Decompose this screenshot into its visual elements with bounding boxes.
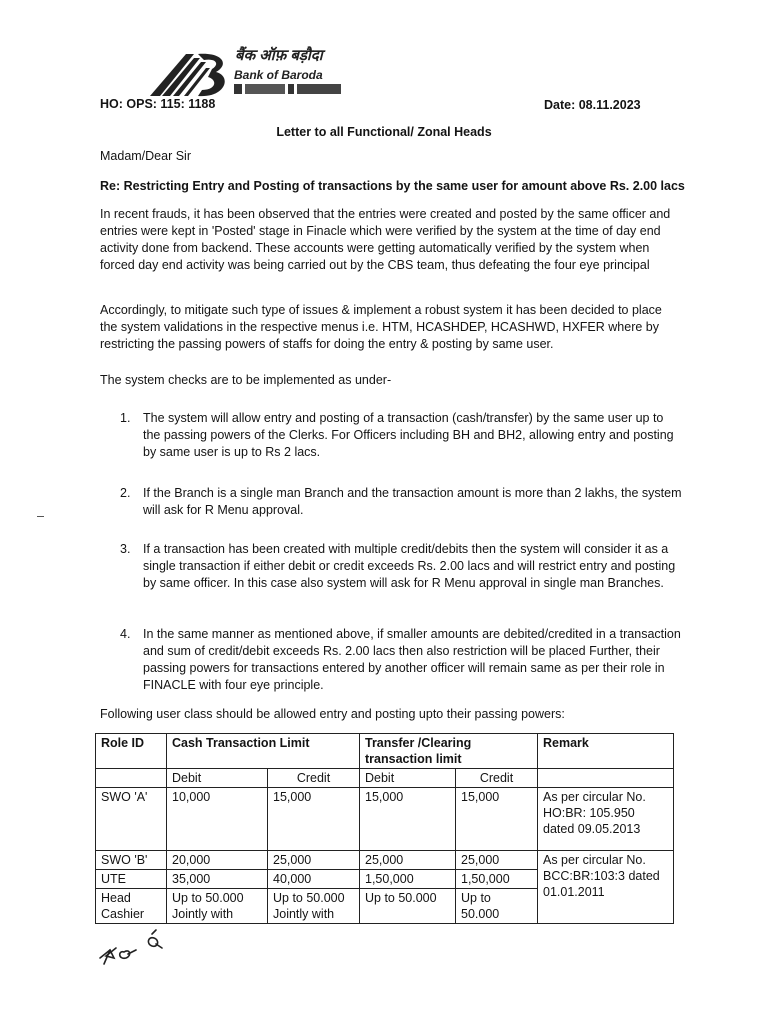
cell-cash-credit: 25,000 bbox=[268, 851, 360, 870]
header-remark: Remark bbox=[538, 734, 674, 769]
reference-number: HO: OPS: 115: 1188 bbox=[100, 97, 216, 111]
list-item-number: 4. bbox=[120, 627, 131, 641]
margin-mark bbox=[37, 516, 44, 517]
list-item-number: 2. bbox=[120, 486, 131, 500]
list-item-text: In the same manner as mentioned above, if smaller amounts are debited/credited in a transaction and sum of credit/debit exceeds Rs. 2.00 lacs then also restriction will be placed Further, their passing powers for transactions entered by another officer will remain same as per their role in FINACLE with four eye principle. bbox=[143, 627, 681, 692]
passing-powers-table bbox=[95, 733, 674, 924]
cell-cash-debit: 20,000 bbox=[167, 851, 268, 870]
subject-line: Re: Restricting Entry and Posting of transactions by the same user for amount above Rs. 2.00 lacs bbox=[100, 179, 685, 193]
table-header-row bbox=[96, 734, 674, 769]
cell-role: Head Cashier bbox=[96, 889, 167, 924]
cell-cash-credit: 40,000 bbox=[268, 870, 360, 889]
cell-transfer-credit: 15,000 bbox=[456, 788, 538, 851]
logo-text-english: Bank of Baroda bbox=[234, 68, 323, 82]
header-transfer-limit: Transfer /Clearing transaction limit bbox=[360, 734, 538, 769]
list-item-text: The system will allow entry and posting of a transaction (cash/transfer) by the same user up to the passing powers of the Clerks. For Officers including BH and BH2, allowing entry and posting by same user is up to Rs 2 lacs. bbox=[143, 411, 674, 459]
logo-tagline-strip bbox=[234, 84, 341, 94]
cell-cash-credit: Up to 50.000 Jointly with bbox=[268, 889, 360, 924]
cell-transfer-credit: Up to 50.000 bbox=[456, 889, 538, 924]
cell-cash-credit: 15,000 bbox=[268, 788, 360, 851]
cell-transfer-credit: 25,000 bbox=[456, 851, 538, 870]
subheader-cash-debit: Debit bbox=[167, 769, 268, 788]
paragraph-mitigation: Accordingly, to mitigate such type of issues & implement a robust system it has been decided to place the system validations in the respective menus i.e. HTM, HCASHDEP, HCASHWD, HXFER where by restricting the passing powers of staffs for doing the entry & posting by same user. bbox=[100, 303, 662, 351]
cell-role: SWO 'B' bbox=[96, 851, 167, 870]
table-subheader-row bbox=[96, 769, 674, 788]
signature-icon bbox=[96, 928, 196, 968]
cell-transfer-debit: Up to 50.000 bbox=[360, 889, 456, 924]
cell-cash-debit: 35,000 bbox=[167, 870, 268, 889]
letter-title: Letter to all Functional/ Zonal Heads bbox=[276, 125, 492, 139]
cell-transfer-debit: 25,000 bbox=[360, 851, 456, 870]
paragraph-recent-frauds: In recent frauds, it has been observed that the entries were created and posted by the same officer and entries were kept in 'Posted' stage in Finacle which were verified by the system at the time of day end activity done from backend. These accounts were getting automatically verified by the system when forced day end activity was being carried out by the CBS team, thus defeating the four eye principal bbox=[100, 207, 671, 272]
cell-role: SWO 'A' bbox=[96, 788, 167, 851]
list-item-number: 1. bbox=[120, 411, 131, 425]
list-item-text: If a transaction has been created with multiple credit/debits then the system will consider it as a single transaction if either debit or credit exceeds Rs. 2.00 lacs and will restrict entry and posting by same officer. In this case also system will ask for R Menu approval in single man Branches. bbox=[143, 542, 676, 590]
header-cash-limit: Cash Transaction Limit bbox=[167, 734, 360, 769]
cell-transfer-debit: 1,50,000 bbox=[360, 870, 456, 889]
cell-cash-debit: 10,000 bbox=[167, 788, 268, 851]
paragraph-user-class-intro: Following user class should be allowed entry and posting upto their passing powers: bbox=[100, 707, 565, 721]
paragraph-system-checks-intro: The system checks are to be implemented as under- bbox=[100, 373, 392, 387]
subheader-transfer-debit: Debit bbox=[360, 769, 456, 788]
bank-of-baroda-logo-icon bbox=[146, 50, 230, 100]
table-row bbox=[96, 788, 674, 851]
list-item-number: 3. bbox=[120, 542, 131, 556]
cell-transfer-credit: 1,50,000 bbox=[456, 870, 538, 889]
table-row bbox=[96, 851, 674, 870]
cell-remark: As per circular No. HO:BR: 105.950 dated 09.05.2013 bbox=[538, 788, 674, 851]
subheader-cash-credit: Credit bbox=[268, 769, 360, 788]
cell-role: UTE bbox=[96, 870, 167, 889]
cell-remark: As per circular No. BCC:BR:103:3 dated 01.01.2011 bbox=[538, 851, 674, 924]
header-role-id: Role ID bbox=[96, 734, 167, 769]
list-item-text: If the Branch is a single man Branch and the transaction amount is more than 2 lakhs, the system will ask for R Menu approval. bbox=[143, 486, 682, 517]
cell-transfer-debit: 15,000 bbox=[360, 788, 456, 851]
salutation: Madam/Dear Sir bbox=[100, 149, 191, 163]
cell-cash-debit: Up to 50.000 Jointly with bbox=[167, 889, 268, 924]
letter-date: Date: 08.11.2023 bbox=[544, 98, 641, 112]
subheader-transfer-credit: Credit bbox=[456, 769, 538, 788]
logo-text-hindi: बैंक ऑफ़ बड़ौदा bbox=[235, 47, 323, 64]
